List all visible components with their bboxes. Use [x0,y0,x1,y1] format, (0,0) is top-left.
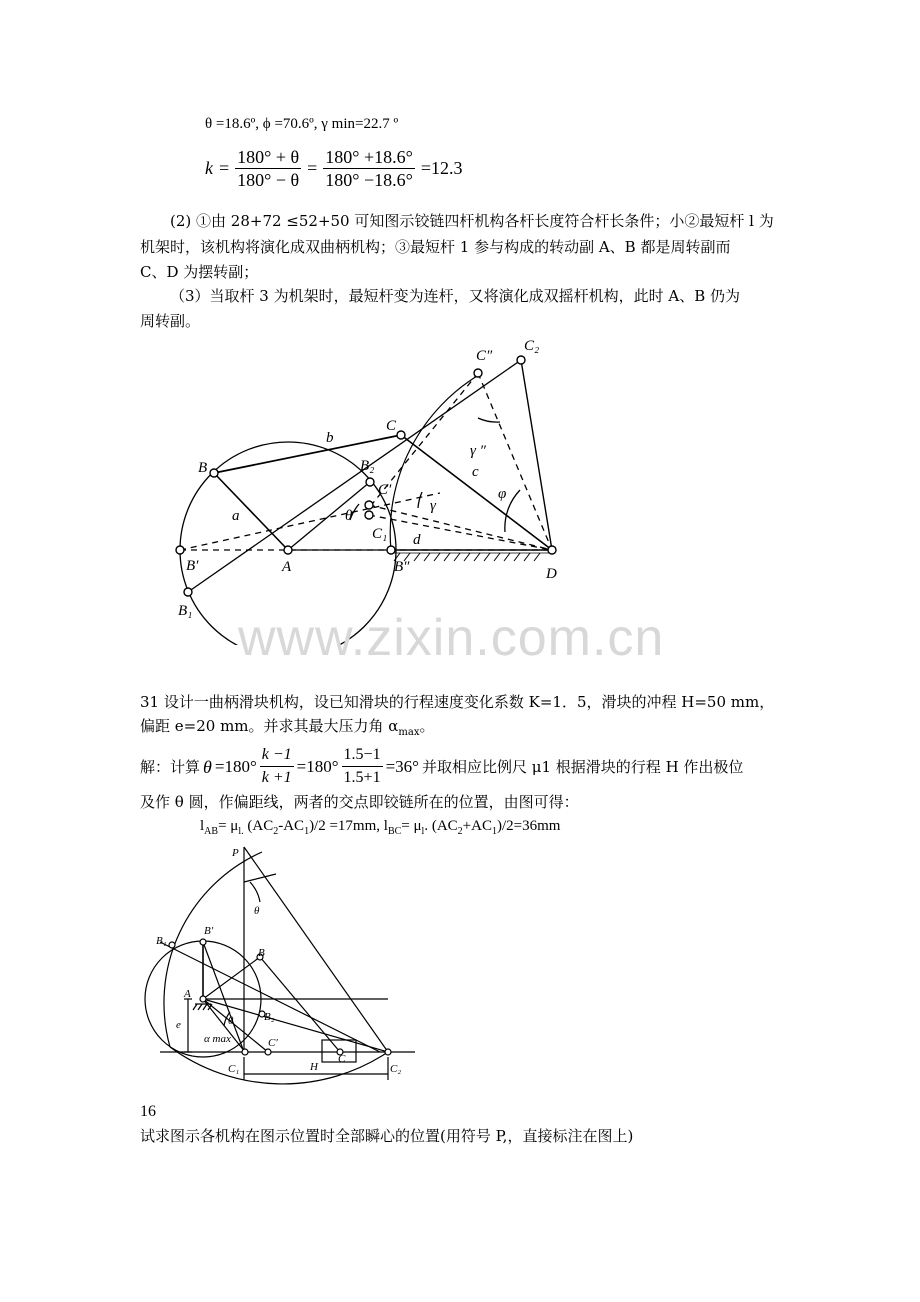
slider-crank-figure [140,842,420,1092]
label-d: d [413,532,421,548]
label-phi: φ [498,486,507,502]
label-C: C [386,418,397,434]
angle-results: θ =18.6º, ϕ =70.6º, γ min=22.7 º [205,116,399,132]
label-C2: C₂ [524,338,540,354]
k-equation: k = $\frac{180^\circ + \theta}{180^\circ - \theta}$ = $\frac{180^\circ +18.6^\circ}{180^\circ -18.6^\circ}$ =12.3 [205,147,463,190]
label-C2-2: C₂ [390,1063,402,1075]
label-gamma: γ [430,498,436,514]
label-Cp: C′ [378,482,392,498]
label-Bp-2: B′ [204,925,214,937]
para3-line1: （3）当取杆 3 为机架时，最短杆变为连杆，又将演化成双摇杆机构，此时 A、B 仍为 [170,287,741,305]
label-theta-top: θ [254,905,260,917]
label-C1-2: C₁ [228,1063,240,1075]
label-Bpp: B″ [394,559,410,575]
q16-number: 16 [140,1103,156,1120]
label-H: H [310,1061,318,1073]
q31-line1: 31 设计一曲柄滑块机构，设已知滑块的行程速度变化系数 K=1．5，滑块的冲程 H=50 mm， [140,693,775,711]
para2-line1: (2) ①由 28+72 ≤52+50 可知图示铰链四杆机构各杆长度符合杆长条件；小②最短杆 l 为 [170,212,774,230]
label-a: a [232,508,240,524]
lengths-line: $l_{AB}= \mu_{l.}$ $(AC_2-AC_1)/2 =17mm$, $l_{BC}= \mu_l$. $(AC_2+AC_1)/2=36mm$ [200,818,561,837]
label-P: P [232,847,239,859]
solution-line2: 及作 θ 圆，作偏距线，两者的交点即铰链所在的位置，由图可得： [140,793,579,811]
four-bar-linkage-figure [160,330,580,645]
label-Bp: B′ [186,558,199,574]
label-A-2: A [184,988,191,1000]
label-amax: α max [204,1033,231,1045]
label-Cpp: C″ [476,348,493,364]
label-theta-2: θ [228,1015,234,1027]
label-B: B [198,460,208,476]
label-A: A [282,559,292,575]
label-theta: θ [345,508,353,524]
label-B1: B₁ [178,603,193,619]
label-B2: B₂ [360,458,375,474]
watermark: www.zixin.com.cn [238,609,665,667]
label-B1-2: B₁ [156,935,167,947]
label-e: e [176,1019,181,1031]
label-gamma2: γ ″ [470,443,486,459]
label-b: b [326,430,334,446]
label-Cp-2: C′ [268,1037,278,1049]
para3-line2: 周转副。 [140,312,201,330]
label-C1: C₁ [372,526,388,542]
label-B-2: B [258,947,265,959]
solution-line: 解：计算 θ =180° $\frac{k -1}{k +1}$ =180° $\frac{1.5-1}{1.5+1}$ =36° 并取相应比例尺 μ1 根据滑块的行程 H 作出极位 [140,746,744,786]
para2-line3: C、D 为摆转副； [140,263,259,281]
q31-line2: 偏距 e=20 mm。并求其最大压力角 $\alpha_{max}$。 [140,717,435,738]
label-B2-2: B₂ [264,1011,275,1023]
label-D: D [546,566,557,582]
q16-text: 试求图示各机构在图示位置时全部瞬心的位置(用符号 P,，直接标注在图上) [140,1127,634,1145]
label-c: c [472,464,479,480]
para2-line2: 机架时，该机构将演化成双曲柄机构；③最短杆 1 参与构成的转动副 A、B 都是周转副而 [140,238,731,256]
label-C-2: C [338,1053,346,1065]
